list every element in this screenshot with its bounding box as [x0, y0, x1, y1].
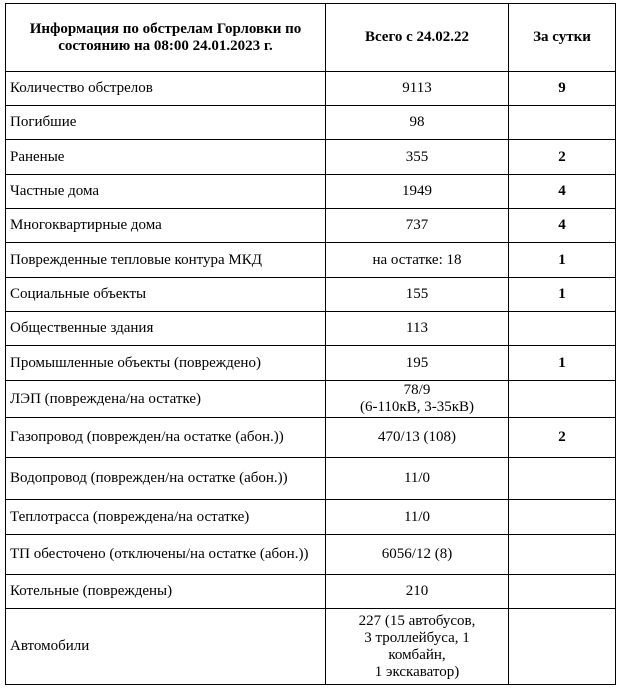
row-total: 9113: [326, 72, 509, 106]
row-day: [509, 312, 616, 346]
row-label: Раненые: [6, 140, 326, 175]
row-total: 98: [326, 106, 509, 140]
table-row: [6, 278, 616, 312]
row-label: Автомобили: [6, 609, 326, 685]
shelling-table: [5, 3, 616, 685]
row-day: 1: [509, 278, 616, 312]
row-day: 4: [509, 209, 616, 243]
row-label: Количество обстрелов: [6, 72, 326, 106]
shelling-report: [5, 3, 616, 685]
row-total: 11/0: [326, 500, 509, 535]
row-total: 737: [326, 209, 509, 243]
row-label: Котельные (повреждены): [6, 575, 326, 609]
row-total: на остатке: 18: [326, 243, 509, 278]
table-row: [6, 418, 616, 458]
row-total: 210: [326, 575, 509, 609]
table-row: [6, 535, 616, 575]
row-total: 113: [326, 312, 509, 346]
row-label: Водопровод (поврежден/на остатке (абон.)): [6, 458, 326, 500]
row-day: [509, 575, 616, 609]
table-row: [6, 140, 616, 175]
table-row: [6, 243, 616, 278]
row-total: 155: [326, 278, 509, 312]
row-label: ТП обесточено (отключены/на остатке (абон.)): [6, 535, 326, 575]
table-row: [6, 609, 616, 685]
table-row: [6, 500, 616, 535]
row-label: Социальные объекты: [6, 278, 326, 312]
table-row: [6, 72, 616, 106]
header-title: Информация по обстрелам Горловки по состоянию на 08:00 24.01.2023 г.: [6, 4, 326, 72]
table-body: [6, 72, 616, 685]
table-row: [6, 175, 616, 209]
table-row: [6, 209, 616, 243]
row-day: 4: [509, 175, 616, 209]
table-row: [6, 575, 616, 609]
row-day: [509, 106, 616, 140]
row-label: Многоквартирные дома: [6, 209, 326, 243]
row-day: [509, 500, 616, 535]
row-total: 355: [326, 140, 509, 175]
row-total: 227 (15 автобусов, 3 троллейбуса, 1 комбайн, 1 экскаватор): [326, 609, 509, 685]
row-label: Промышленные объекты (повреждено): [6, 346, 326, 381]
row-day: 9: [509, 72, 616, 106]
header-day: За сутки: [509, 4, 616, 72]
row-total: 195: [326, 346, 509, 381]
table-row: [6, 458, 616, 500]
row-label: ЛЭП (повреждена/на остатке): [6, 381, 326, 418]
row-total: 6056/12 (8): [326, 535, 509, 575]
table-header-row: [6, 4, 616, 72]
row-day: 1: [509, 346, 616, 381]
table-row: [6, 106, 616, 140]
table-row: [6, 381, 616, 418]
row-label: Общественные здания: [6, 312, 326, 346]
row-day: [509, 381, 616, 418]
row-label: Частные дома: [6, 175, 326, 209]
row-day: [509, 535, 616, 575]
row-total: 78/9 (6-110кВ, 3-35кВ): [326, 381, 509, 418]
row-total: 470/13 (108): [326, 418, 509, 458]
header-total: Всего с 24.02.22: [326, 4, 509, 72]
row-label: Теплотрасса (повреждена/на остатке): [6, 500, 326, 535]
row-day: 2: [509, 418, 616, 458]
row-day: 2: [509, 140, 616, 175]
table-row: [6, 346, 616, 381]
row-total: 11/0: [326, 458, 509, 500]
row-label: Поврежденные тепловые контура МКД: [6, 243, 326, 278]
row-day: [509, 458, 616, 500]
row-day: [509, 609, 616, 685]
table-row: [6, 312, 616, 346]
row-label: Погибшие: [6, 106, 326, 140]
row-total: 1949: [326, 175, 509, 209]
row-label: Газопровод (поврежден/на остатке (абон.)): [6, 418, 326, 458]
row-day: 1: [509, 243, 616, 278]
